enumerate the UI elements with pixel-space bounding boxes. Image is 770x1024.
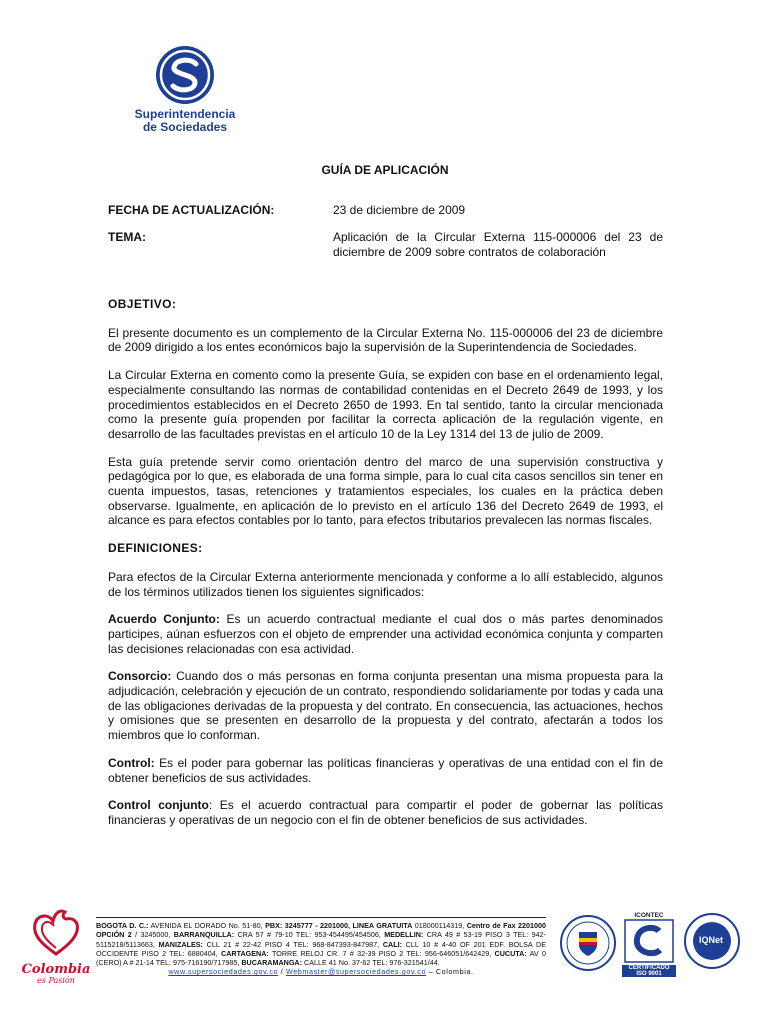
footer-text: CLL 21 # 22-42 PISO 4 TEL: 968-847393-847987, <box>202 939 383 949</box>
footer-text: CLL 10 # 4-40 OF 201 EDF. BOLSA DE OCCIDENTE PISO 2 TEL: 6880404, <box>96 939 547 958</box>
objective-heading: OBJETIVO: <box>108 297 177 311</box>
definition-term: Acuerdo Conjunto: <box>108 612 220 627</box>
iqnet-label: IQNet <box>698 935 723 945</box>
footer-text: TORRE RELOJ CR. 7 # 32-39 PISO 2 TEL: 956-646051/642429, <box>268 948 495 958</box>
icontec-badge <box>622 912 676 977</box>
footer-fax: Centro de Fax 2201000 OPCIÓN 2 <box>96 921 547 940</box>
definition-item <box>108 669 663 743</box>
document-title: GUÍA DE APLICACIÓN <box>321 163 449 177</box>
definition-item <box>108 798 663 827</box>
definition-text: : Es el acuerdo contractual para compartir el poder de gobernar las políticas financieras y operativas de un negocio con el fin de obtener beneficios de sus actividades. <box>108 798 663 827</box>
definitions-heading: DEFINICIONES: <box>108 541 203 556</box>
footer-text: CRA 49 # 53-19 PISO 3 TEL: 942-5115218/5113663, <box>96 930 546 949</box>
definition-item <box>108 756 663 785</box>
footer-text: CRA 57 # 79-10 TEL: 953-454495/454506, <box>234 930 385 940</box>
footer-links <box>96 967 546 976</box>
definition-text: Cuando dos o más personas en forma conjunta presentan una misma propuesta para la adjudicación, celebración y ejecución de un contrato, respondiendo solidariamente por todas y cada una de las obligaciones derivadas de la propuesta y del contrato. En consecuencia, las actuaciones, hechos y omisiones que se presenten en desarrollo de la propuesta y del contrato, afectarán a todos los miembros que lo conforman. <box>108 669 663 743</box>
footer-text: AVENIDA EL DORADO No. 51-80, <box>148 921 266 930</box>
footer-addresses <box>96 921 546 967</box>
definition-text: Es el poder para gobernar las políticas financieras y operativas de una entidad con el fin de obtener beneficios de sus actividades. <box>108 755 663 785</box>
org-name-line1: Superintendencia <box>134 107 236 121</box>
footer-city-medellin: MEDELLIN: <box>384 930 424 940</box>
footer-separator: / <box>278 967 286 977</box>
footer-text: AV 0 (CERO) A # 21-14 TEL: 975-716190/717985, <box>96 948 547 968</box>
objective-paragraph-2: La Circular Externa en comento como la presente Guía, se expiden con base en el ordenamiento legal, especialmente consultando las normas de contabilidad contenidas en el Decreto 2649 de 1993, y los procedimientos establecidos en el Decreto 2650 de 1993. En tal sentido, tanto la circular mencionada como la presente guía propenden por facilitar la correcta aplicación de la regulación vigente, en desarrollo de las facultades previstas en el artículo 10 de la Ley 1314 del 13 de julio de 2009. <box>108 368 663 441</box>
footer-city-bogota: BOGOTA D. C.: <box>96 921 149 930</box>
icontec-logo-icon <box>624 919 674 963</box>
footer-contact <box>96 921 546 977</box>
definition-item <box>108 612 663 656</box>
definitions-intro: Para efectos de la Circular Externa anteriormente mencionada y conforme a lo allí establecido, algunos de los términos utilizados tienen los siguientes significados: <box>108 569 663 599</box>
org-name <box>120 108 250 134</box>
footer-city-cali: CALI: <box>382 939 402 949</box>
org-logo <box>120 44 250 134</box>
colombia-word: Colombia <box>21 962 91 977</box>
date-label: FECHA DE ACTUALIZACIÓN: <box>108 203 275 217</box>
date-value: 23 de diciembre de 2009 <box>333 203 466 217</box>
colombia-subtitle: es Pasión <box>37 976 75 985</box>
shield-seal-icon <box>559 912 617 974</box>
footer-city-bucaramanga: BUCARAMANGA: <box>241 958 302 968</box>
iso-label: ISO 9001 <box>622 971 676 977</box>
icontec-label: ICONTEC <box>634 912 664 919</box>
iqnet-badge <box>682 912 742 972</box>
national-shield-badge <box>558 912 618 976</box>
supersociedades-emblem-icon <box>146 44 224 106</box>
website-link[interactable]: www.supersociedades.gov.co <box>168 967 279 977</box>
topic-label: TEMA: <box>108 230 146 244</box>
document-body <box>108 297 663 841</box>
objective-paragraph-1: El presente documento es un complemento de la Circular Externa No. 115-000006 del 23 de diciembre de 2009 dirigido a los entes económicos bajo la supervisión de la Superintendencia de Sociedades. <box>108 325 663 355</box>
definition-term: Control conjunto <box>108 798 209 813</box>
footer-pbx: PBX: 3245777 - 2201000, LINEA GRATUITA <box>265 921 413 930</box>
footer-city-manizales: MANIZALES: <box>158 939 203 949</box>
heart-icon <box>29 908 83 958</box>
definition-term: Consorcio: <box>108 669 172 684</box>
email-link[interactable]: Webmaster@supersociedades.gov.co <box>285 967 427 977</box>
footer-city-cucuta: CUCUTA: <box>494 948 527 958</box>
footer-divider <box>96 917 546 918</box>
footer-text: 018000114319, <box>412 921 467 930</box>
footer-text: / 3245000, <box>131 930 174 940</box>
certificado-label: CERTIFICADO <box>622 965 676 971</box>
footer-country: – Colombia. <box>426 967 474 977</box>
footer-text: CALLE 41 No. 37-62 TEL: 976-321541/44. <box>302 958 440 968</box>
footer-city-cartagena: CARTAGENA: <box>221 948 269 958</box>
org-name-line2: de Sociedades <box>142 120 228 134</box>
colombia-pasion-logo <box>20 908 92 985</box>
footer-city-barranquilla: BARRANQUILLA: <box>173 930 235 940</box>
objective-paragraph-3: Esta guía pretende servir como orientación dentro del marco de una supervisión constructiva y pedagógica por lo que, es elaborada de una forma simple, para lo cual cita casos sencillos sin tener en cuenta impuestos, tasas, retenciones y tratamientos especiales, los cuales en la práctica deben observarse. Igualmente, en aplicación de lo previsto en el artículo 136 del Decreto 2649 de 1993, el alcance es para efectos contables por lo tanto, para efectos tributarios prevalecen las normas fiscales. <box>108 454 663 528</box>
definition-text: Es un acuerdo contractual mediante el cual dos o más partes denominados participes, aúnan esfuerzos con el objeto de emprender una actividad económica conjunta y comparten las decisiones relacionadas con esa actividad. <box>108 612 663 656</box>
topic-value: Aplicación de la Circular Externa 115-000006 del 23 de diciembre de 2009 sobre contratos de colaboración <box>333 230 663 259</box>
definition-term: Control: <box>108 755 155 770</box>
